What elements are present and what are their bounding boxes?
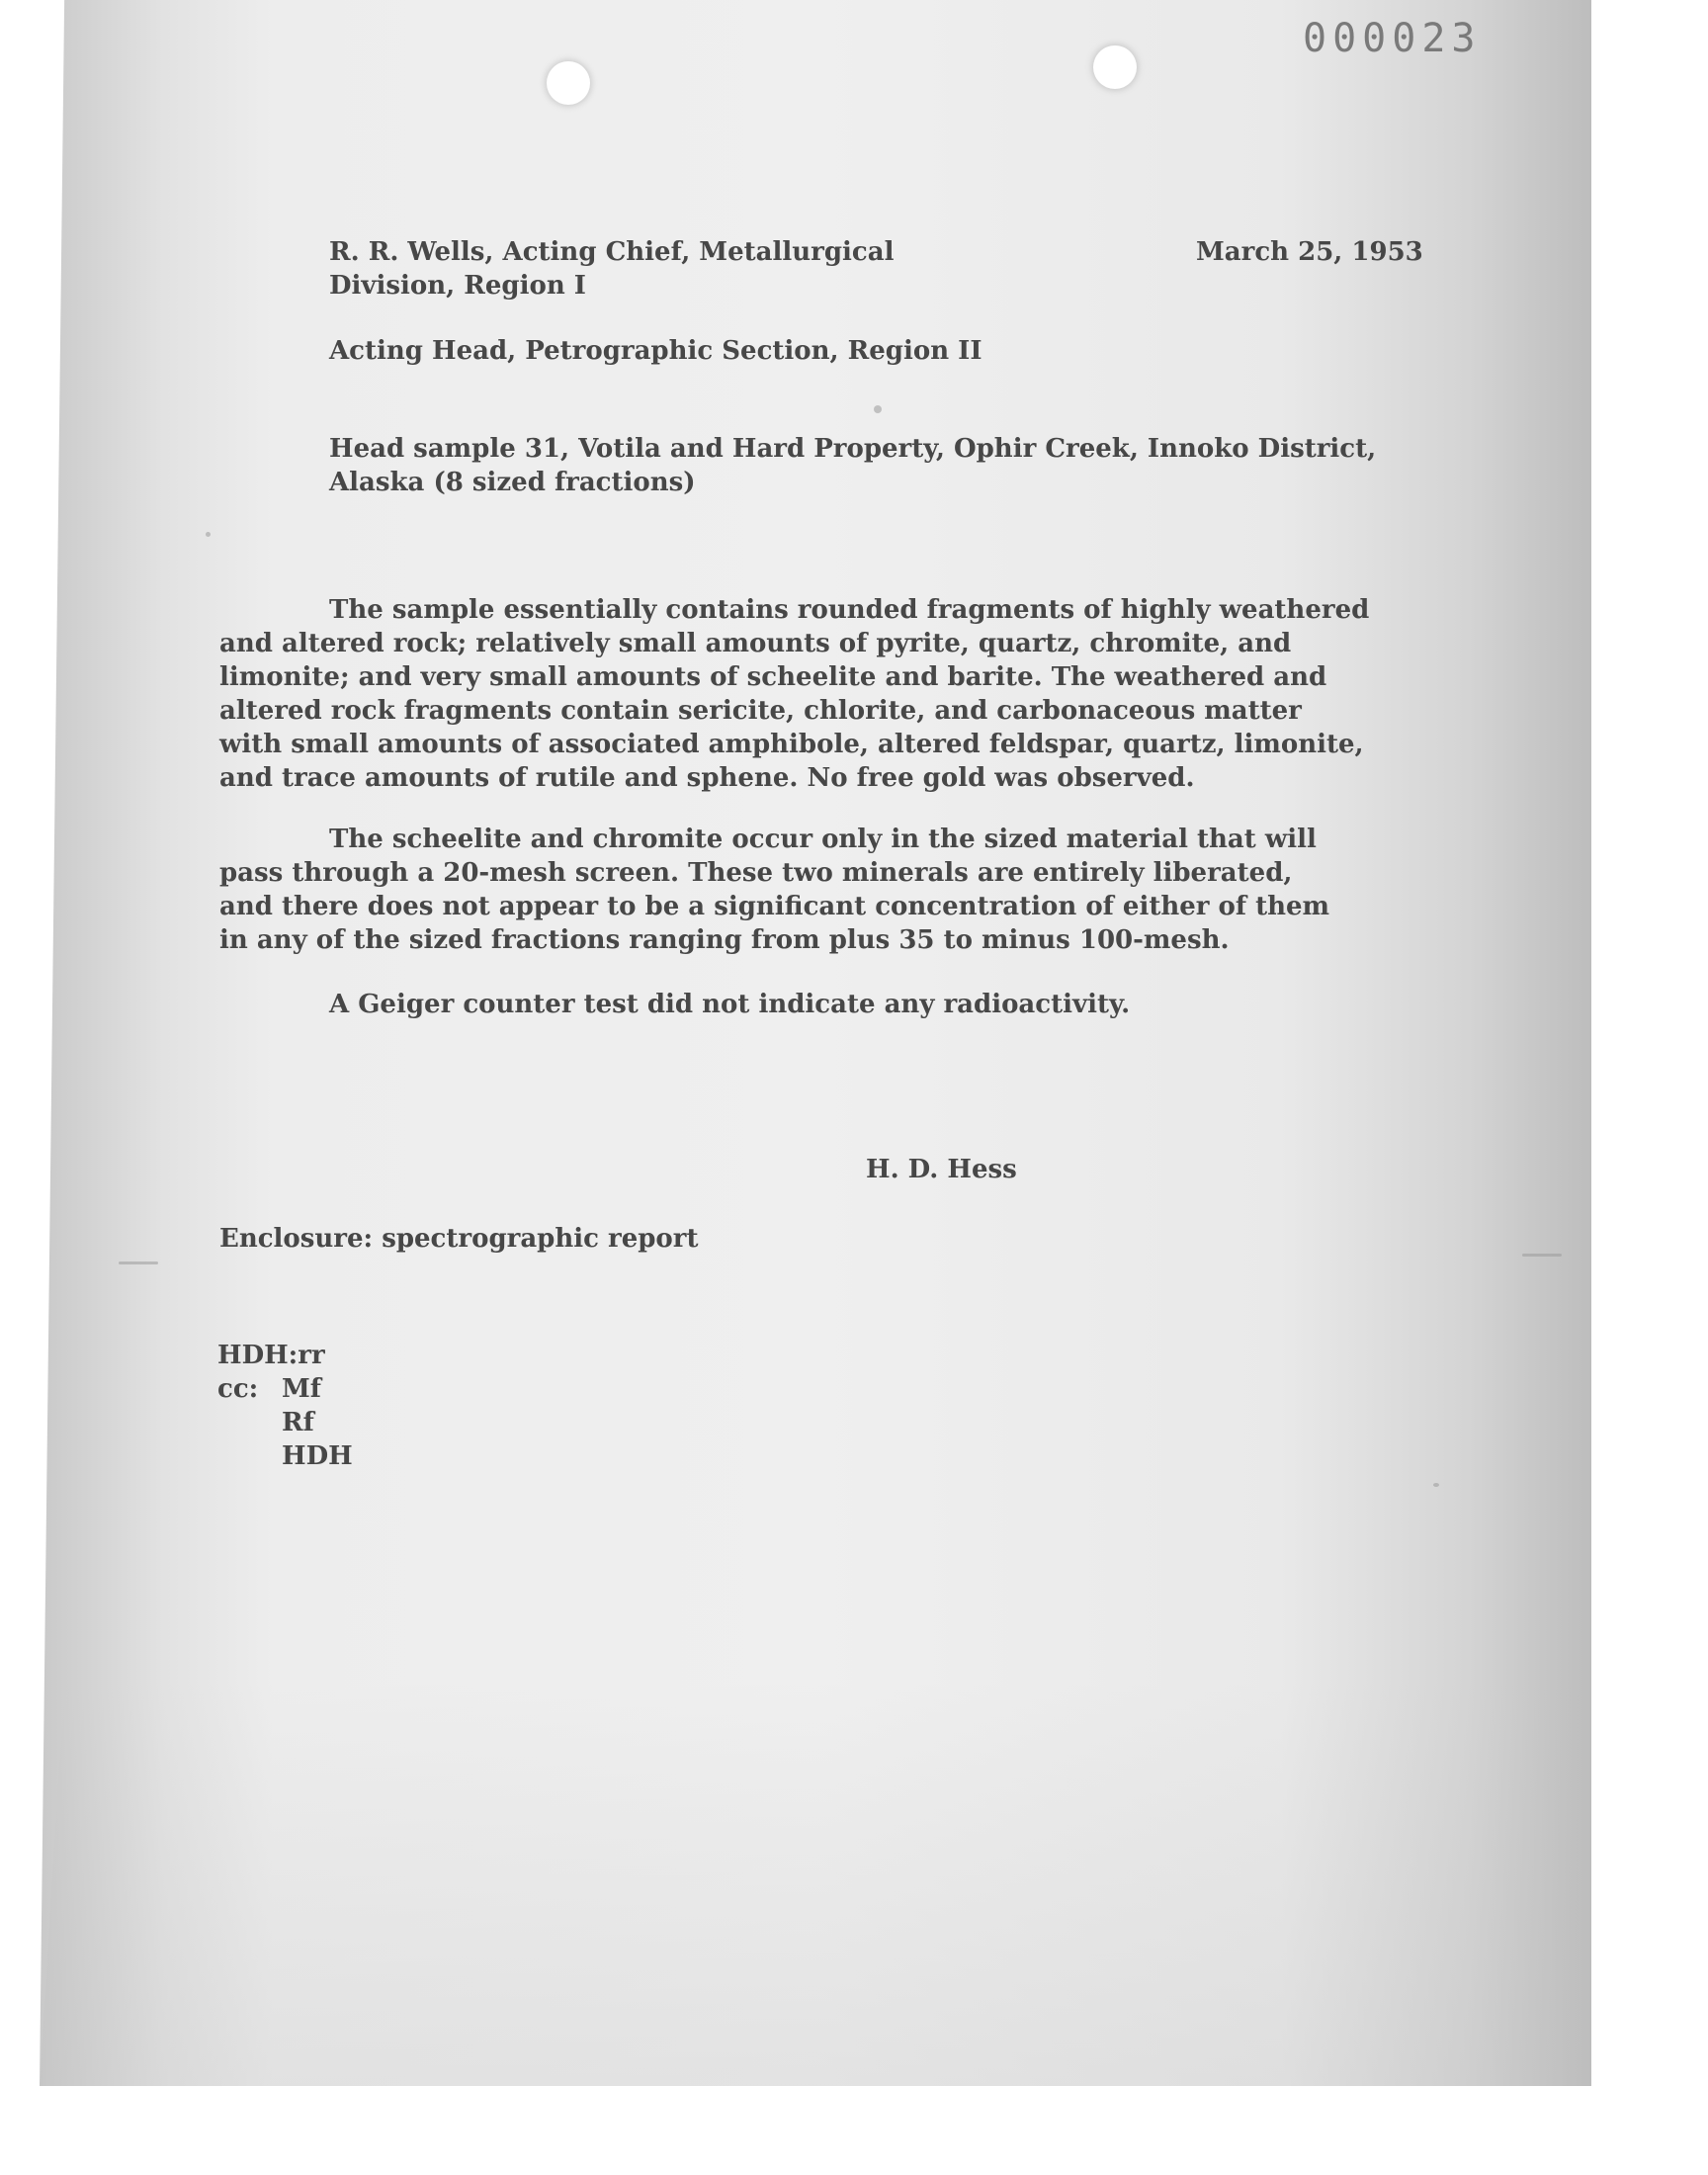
sheet-shading xyxy=(40,1681,1591,2086)
paragraph-line: and there does not appear to be a significant concentration of either of them xyxy=(219,892,1330,921)
cc-label: cc: xyxy=(217,1374,259,1404)
scan-speck xyxy=(1433,1483,1439,1487)
memo-subject-line: Head sample 31, Votila and Hard Property, Ophir Creek, Innoko District, xyxy=(329,434,1377,464)
memo-subject xyxy=(329,432,1376,499)
memo-date: March 25, 1953 xyxy=(1196,237,1423,267)
cc-recipient: HDH xyxy=(282,1441,353,1471)
scan-speck xyxy=(206,532,211,537)
signature: H. D. Hess xyxy=(866,1155,1017,1184)
scan-speck xyxy=(874,405,882,413)
paragraph-line: limonite; and very small amounts of scheelite and barite. The weathered and xyxy=(219,662,1327,692)
body-paragraph-1 xyxy=(219,593,1369,795)
body-paragraph-2 xyxy=(219,823,1329,957)
page-number-stamp: 000023 xyxy=(1303,16,1482,61)
body-paragraph-3: A Geiger counter test did not indicate any radioactivity. xyxy=(329,990,1131,1019)
paragraph-line: The scheelite and chromite occur only in the sized material that will xyxy=(329,825,1317,854)
cc-recipient: Rf xyxy=(282,1408,314,1437)
paragraph-line: with small amounts of associated amphibole, altered feldspar, quartz, limonite, xyxy=(219,730,1364,759)
scan-speck xyxy=(119,1262,158,1264)
paragraph-line: in any of the sized fractions ranging from plus 35 to minus 100-mesh. xyxy=(219,925,1230,955)
cc-list xyxy=(282,1372,353,1473)
memo-to xyxy=(329,235,894,303)
punch-hole-right xyxy=(1093,45,1137,89)
memo-to-line: Division, Region I xyxy=(329,271,586,301)
enclosure-line: Enclosure: spectrographic report xyxy=(219,1224,699,1254)
paragraph-line: The sample essentially contains rounded fragments of highly weathered xyxy=(329,595,1370,625)
paragraph-line: pass through a 20-mesh screen. These two minerals are entirely liberated, xyxy=(219,858,1293,888)
reference-initials: HDH:rr xyxy=(217,1341,325,1370)
paragraph-line: and trace amounts of rutile and sphene. No free gold was observed. xyxy=(219,763,1195,793)
scan-speck xyxy=(1522,1254,1562,1257)
memo-to-line: R. R. Wells, Acting Chief, Metallurgical xyxy=(329,237,895,267)
memo-subject-line: Alaska (8 sized fractions) xyxy=(329,468,696,497)
paragraph-line: and altered rock; relatively small amounts of pyrite, quartz, chromite, and xyxy=(219,629,1292,658)
memo-from: Acting Head, Petrographic Section, Region II xyxy=(329,336,982,366)
paragraph-line: altered rock fragments contain sericite, chlorite, and carbonaceous matter xyxy=(219,696,1302,726)
punch-hole-left xyxy=(547,61,590,105)
cc-recipient: Mf xyxy=(282,1374,321,1404)
